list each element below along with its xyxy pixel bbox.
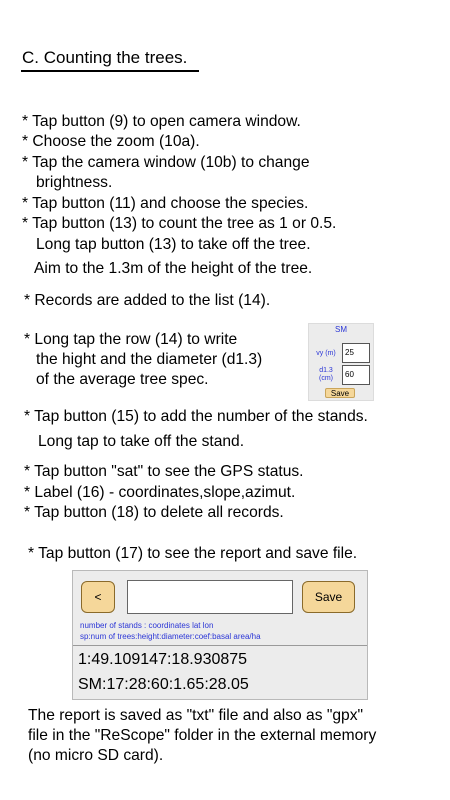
diameter-input[interactable]: 60 <box>342 365 370 385</box>
footer-line: The report is saved as "txt" file and also as "gpx" <box>28 707 364 724</box>
instruction-line: Long tap button (13) to take off the tree. <box>36 236 311 253</box>
instruction-line: * Choose the zoom (10a). <box>22 133 200 150</box>
sm-panel <box>308 323 374 401</box>
instruction-line: * Records are added to the list (14). <box>24 292 271 309</box>
instruction-line: the hight and the diameter (d1.3) <box>36 351 263 368</box>
instruction-line: * Tap button (13) to count the tree as 1 or 0.5. <box>22 215 337 232</box>
instruction-line: * Tap button (9) to open camera window. <box>22 113 301 130</box>
instruction-line: * Tap button "sat" to see the GPS status. <box>24 463 304 480</box>
footer-line: file in the "ReScope" folder in the external memory <box>28 727 377 744</box>
instruction-line: * Label (16) - coordinates,slope,azimut. <box>24 484 296 501</box>
report-name-input[interactable] <box>127 580 293 614</box>
section-title: C. Counting the trees. <box>22 48 188 67</box>
diameter-unit-label: (cm) <box>319 375 333 382</box>
instruction-line: of the average tree spec. <box>36 371 209 388</box>
report-format-info: number of stands : coordinates lat lon <box>80 621 214 630</box>
title-underline <box>21 70 199 72</box>
instruction-line: * Tap button (18) to delete all records. <box>24 504 284 521</box>
report-row[interactable]: 1:49.109147:18.930875 <box>78 651 248 668</box>
report-divider <box>73 645 367 646</box>
report-panel <box>72 570 368 700</box>
back-button[interactable]: < <box>81 581 115 613</box>
sm-title: SM <box>335 325 347 334</box>
instruction-line: * Tap the camera window (10b) to change <box>22 154 310 171</box>
instruction-line: Aim to the 1.3m of the height of the tree. <box>34 260 313 277</box>
height-input[interactable]: 25 <box>342 343 370 363</box>
report-format-info: sp:num of trees:height:diameter:coef:basal area/ha <box>80 632 261 641</box>
height-label: vy (m) <box>316 350 336 357</box>
instruction-line: Long tap to take off the stand. <box>38 433 245 450</box>
instruction-line: * Tap button (11) and choose the species. <box>22 195 309 212</box>
report-row[interactable]: SM:17:28:60:1.65:28.05 <box>78 676 249 693</box>
instruction-line: brightness. <box>36 174 113 191</box>
instruction-line: * Tap button (15) to add the number of the stands. <box>24 408 368 425</box>
diameter-label: d1.3 <box>319 367 333 374</box>
instruction-line: * Tap button (17) to see the report and save file. <box>28 545 358 562</box>
instruction-line: * Long tap the row (14) to write <box>24 331 238 348</box>
save-button[interactable]: Save <box>302 581 355 613</box>
footer-line: (no micro SD card). <box>28 747 164 764</box>
sm-save-button[interactable]: Save <box>325 388 355 398</box>
